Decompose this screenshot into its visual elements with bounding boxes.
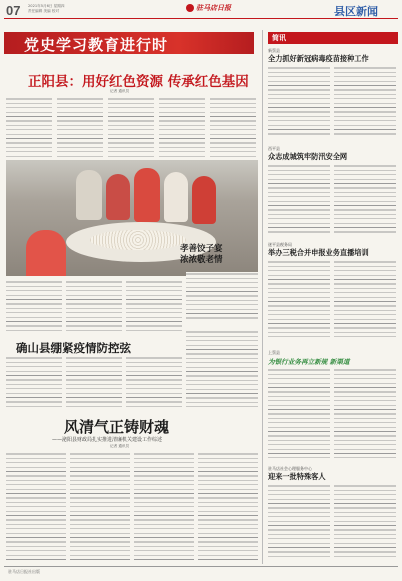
brief3-body-b [334,260,396,340]
wind-body-col4 [198,452,258,560]
brief2-place: 西平县 [268,146,280,151]
lead-byline: 记者 通讯员 [110,89,130,93]
page-number: 07 [6,3,21,18]
brief1-body-b [334,66,396,136]
photo-caption-title [180,244,223,266]
brief4-place: 上蔡县 [268,350,280,355]
masthead [0,0,402,26]
trial-body-col2 [66,356,122,408]
trial-headline: 确山县绷紧疫情防控弦 [16,341,131,355]
banner [4,32,254,54]
mid-body-col1 [6,280,62,332]
mid-body-col3 [126,280,182,332]
photo-caption-line2: 浓浓敬老情 [180,255,223,265]
brief5-headline: 迎来一批特殊客人 [268,472,326,481]
wind-body-col1 [6,452,66,560]
photo-person [192,176,216,224]
brief5-place: 驻马店社会心理服务中心 [268,466,312,471]
editor-info: 责任编辑 美编 校对 [28,9,60,13]
brief2-headline: 众志成城筑牢防汛安全网 [268,152,348,161]
mid-body-col2 [66,280,122,332]
brief4-headline: 为银行业务再立新规 新渠道 [268,358,350,366]
paper-name: 驻马店日报 [196,3,231,12]
lead-body-col3 [108,97,154,157]
photo-person [134,168,160,222]
date-info: 2021年5月6日 星期四 [28,4,65,8]
brief1-body-a [268,66,330,136]
wind-body-col3 [134,452,194,560]
brief3-body-a [268,260,330,340]
lead-body-col4 [159,97,205,157]
brief1-headline: 全力抓好新冠病毒疫苗接种工作 [268,54,369,63]
right-section-label [268,32,398,44]
brief5-body-b [334,484,396,560]
brief4-body-b [334,368,396,458]
lead-body-col1 [6,97,52,157]
lead-headline: 正阳县：用好红色资源 传承红色基因 [28,74,249,90]
photo-person [26,230,66,276]
photo-person [106,174,130,220]
trial-body-col3 [126,356,182,408]
wind-body-col2 [70,452,130,560]
brief3-headline: 举办三税合并申报业务直播培训 [268,248,369,257]
photo-caption-text [186,272,258,322]
wind-byline: 记者 通讯员 [110,444,130,448]
wind-headline: 风清气正铸财魂 [64,418,170,436]
footer-text: 驻马店日报社出版 [8,569,40,574]
column-divider [262,30,263,564]
photo-person [164,172,188,222]
trial-body-col4 [186,330,258,408]
photo-tray [90,230,186,250]
photo-caption-line1: 孝善饺子宴 [180,244,223,254]
lead-body-col2 [57,97,103,157]
masthead-rule [4,18,398,19]
brief2-body-a [268,164,330,234]
trial-body-col1 [6,356,62,408]
brief4-body-a [268,368,330,458]
section-title: 县区新闻 [334,5,378,18]
brief5-body-a [268,484,330,560]
footer-rule [4,566,398,567]
logo-emblem-icon [186,4,194,12]
brief3-place: 遂平县税务局 [268,242,292,247]
lead-body-col5 [210,97,256,157]
banner-title: 党史学习教育进行时 [24,36,169,54]
paper-logo [186,3,231,13]
wind-subhead: ——泌阳县财政局扎实推进清廉机关建设工作综述 [52,437,163,443]
brief1-place: 新蔡县 [268,48,280,53]
right-section-label-text: 简讯 [272,34,286,42]
brief2-body-b [334,164,396,234]
photo-person [76,170,102,220]
